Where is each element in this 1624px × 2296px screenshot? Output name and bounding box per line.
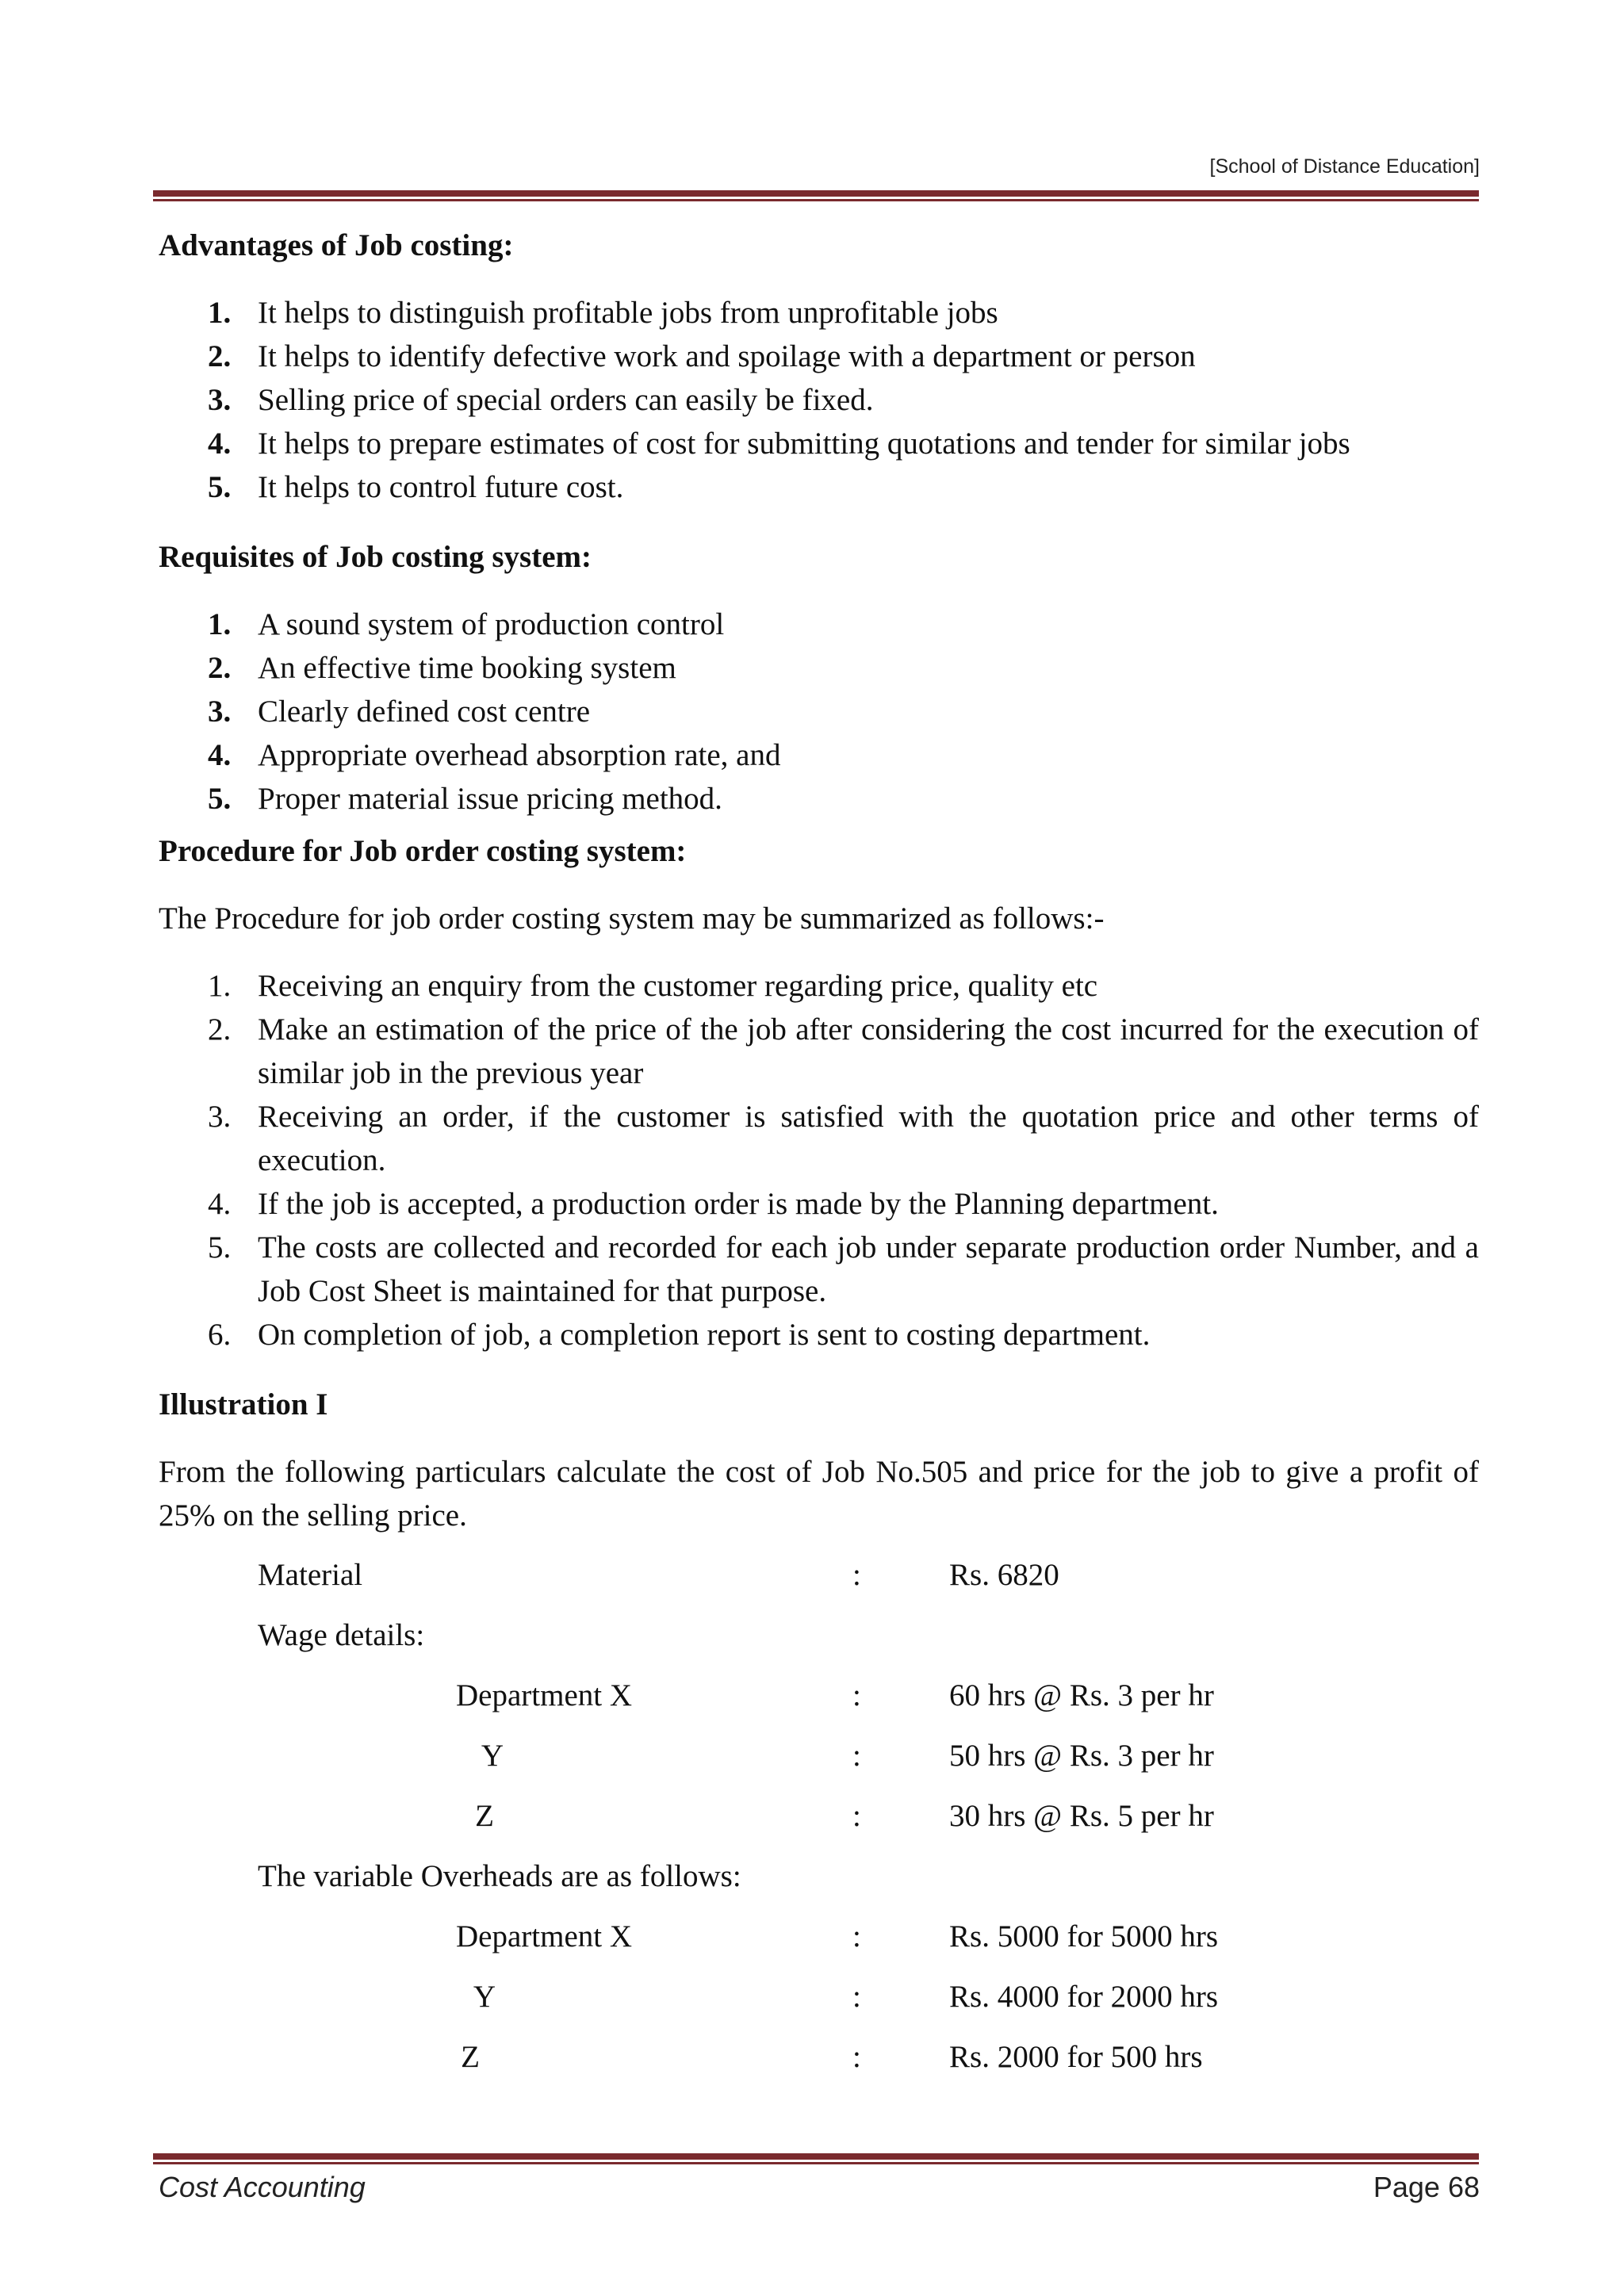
- advantages-list: [159, 291, 1479, 509]
- overhead-title-row: [258, 1854, 1479, 1915]
- list-item: 2. An effective time booking system: [208, 651, 676, 685]
- footer-subject: Cost Accounting: [159, 2171, 366, 2203]
- wage-row: Department X : 60 hrs @ Rs. 3 per hr: [456, 1678, 1214, 1712]
- list-item: 5. The costs are collected and recorded for each job under separate production order Number, and a Job Cost Sheet is maintained for that purpose.: [208, 1230, 1479, 1308]
- list-item: 5. It helps to control future cost.: [208, 470, 624, 504]
- page-content: [159, 224, 1479, 2095]
- list-item: 2. Make an estimation of the price of the job after considering the cost incurred for the execution of similar job in the previous year: [208, 1012, 1479, 1090]
- overhead-row: Z : Rs. 2000 for 500 hrs: [461, 2040, 1203, 2074]
- overhead-title: The variable Overheads are as follows:: [258, 1859, 741, 1893]
- particulars-grid: [258, 1553, 1479, 2095]
- illustration-problem: From the following particulars calculate the cost of Job No.505 and price for the job to give a profit of 25% on the selling price.: [159, 1455, 1479, 1533]
- footer-rule: [153, 2153, 1479, 2164]
- list-item: 1. It helps to distinguish profitable jobs from unprofitable jobs: [208, 296, 998, 330]
- header-rule: [153, 190, 1479, 201]
- list-item: 1. Receiving an enquiry from the customer regarding price, quality etc: [208, 969, 1098, 1003]
- material-row: Material : Rs. 6820: [258, 1553, 1479, 1613]
- overhead-row: Y : Rs. 4000 for 2000 hrs: [473, 1980, 1219, 2014]
- header-institution: [School of Distance Education]: [1209, 155, 1480, 178]
- list-item: 3. Receiving an order, if the customer is satisfied with the quotation price and other terms of execution.: [208, 1100, 1479, 1177]
- overhead-row: Department X : Rs. 5000 for 5000 hrs: [456, 1919, 1219, 1954]
- wage-row: Z : 30 hrs @ Rs. 5 per hr: [475, 1799, 1214, 1833]
- wage-title-row: [258, 1613, 1479, 1674]
- list-item: 4. It helps to prepare estimates of cost for submitting quotations and tender for similar jobs: [208, 427, 1350, 461]
- material-label: Material: [258, 1558, 363, 1592]
- list-item: 4. If the job is accepted, a production order is made by the Planning department.: [208, 1187, 1219, 1221]
- list-item: 3. Clearly defined cost centre: [208, 695, 591, 729]
- list-item: 6. On completion of job, a completion report is sent to costing department.: [208, 1318, 1151, 1352]
- requisites-list: [159, 603, 1479, 821]
- list-item: 5. Proper material issue pricing method.: [208, 782, 722, 816]
- wage-title: Wage details:: [258, 1618, 425, 1652]
- list-item: 4. Appropriate overhead absorption rate, and: [208, 738, 781, 772]
- list-item: 1. A sound system of production control: [208, 607, 725, 641]
- list-item: 2. It helps to identify defective work and spoilage with a department or person: [208, 339, 1196, 373]
- material-value: Rs. 6820: [949, 1558, 1059, 1592]
- wage-row: Y : 50 hrs @ Rs. 3 per hr: [481, 1739, 1214, 1773]
- requisites-heading: Requisites of Job costing system:: [159, 540, 592, 574]
- illustration-heading: Illustration I: [159, 1387, 328, 1422]
- procedure-intro: The Procedure for job order costing system may be summarized as follows:-: [159, 901, 1105, 936]
- advantages-heading: Advantages of Job costing:: [159, 228, 514, 262]
- page-number: Page 68: [1373, 2171, 1480, 2203]
- procedure-heading: Procedure for Job order costing system:: [159, 834, 687, 868]
- list-item: 3. Selling price of special orders can easily be fixed.: [208, 383, 874, 417]
- procedure-list: [159, 964, 1479, 1357]
